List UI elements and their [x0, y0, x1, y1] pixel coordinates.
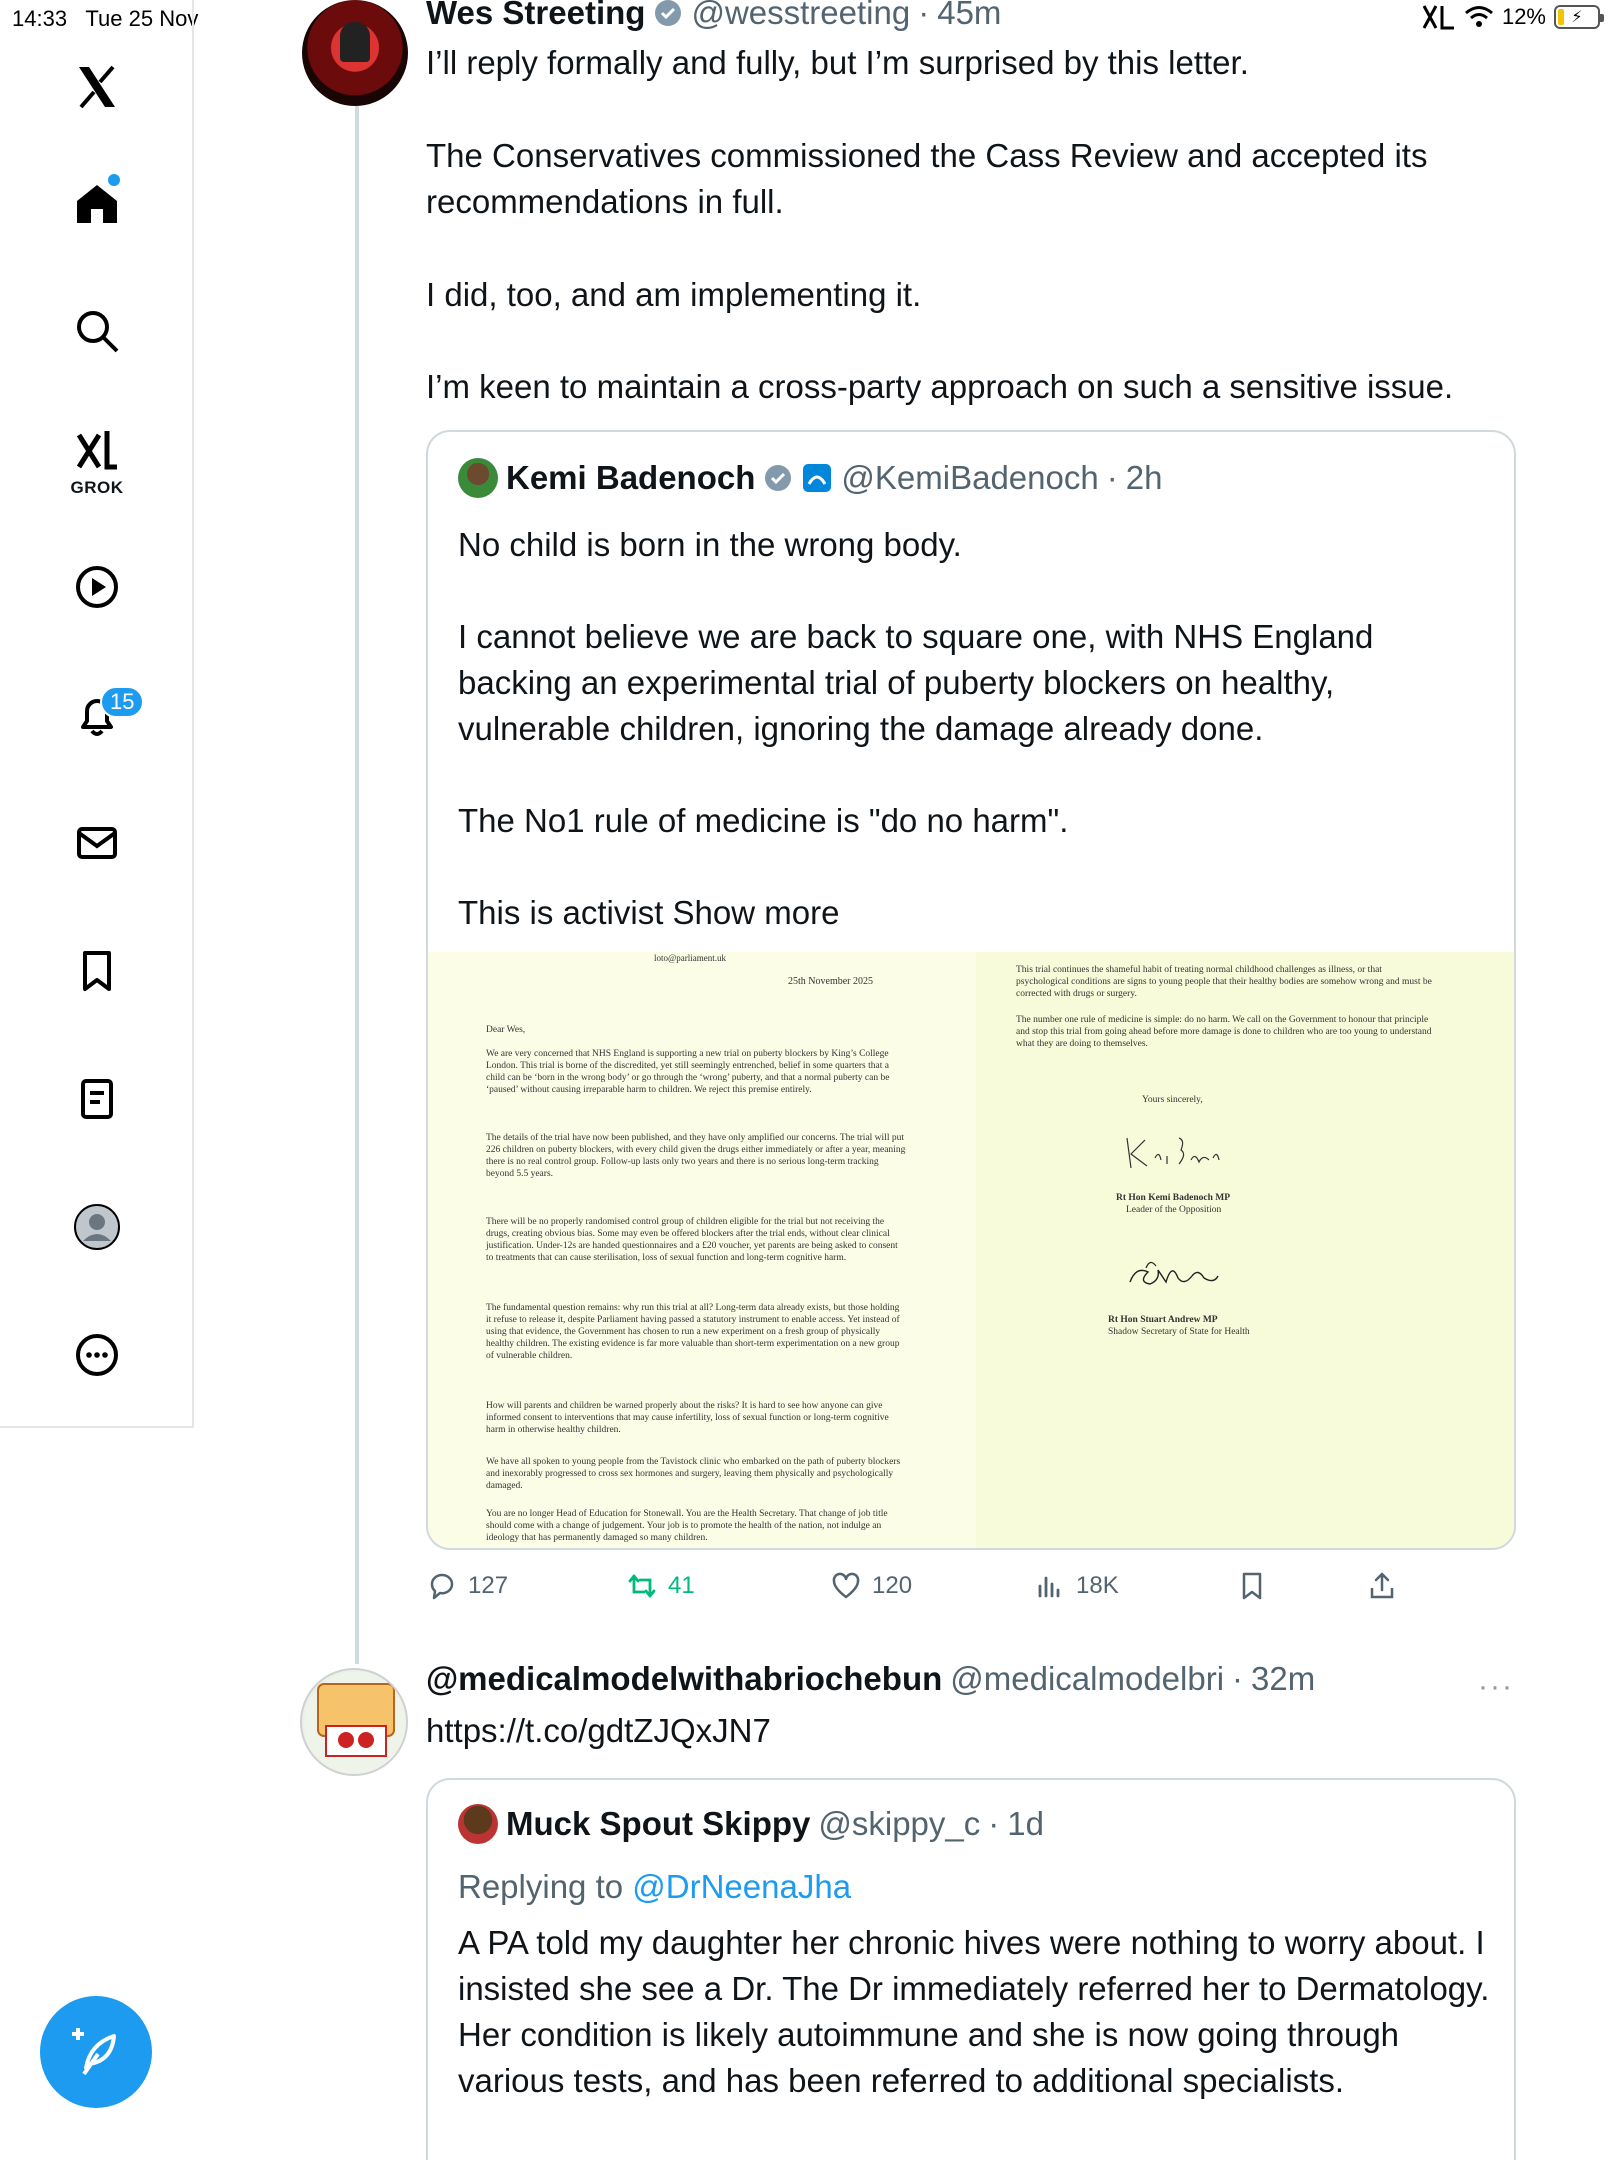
reply-button[interactable]	[426, 1570, 508, 1602]
reply-count: 127	[468, 1572, 509, 1599]
avatar[interactable]	[302, 0, 408, 106]
quote-avatar[interactable]	[458, 1804, 498, 1844]
bookmark-button[interactable]	[1236, 1570, 1268, 1602]
repost-count: 41	[668, 1572, 695, 1599]
compose-button[interactable]	[40, 1996, 152, 2108]
quote-paragraph: I cannot believe we are back to square one, with NHS England backing an experimental trial of puberty blockers on healthy, vulnerable children, ignoring the damage already done.	[458, 618, 1374, 747]
author-handle[interactable]: @wesstreeting	[691, 0, 911, 31]
like-count: 120	[872, 1572, 913, 1599]
wifi-icon	[1464, 5, 1494, 29]
sidebar	[0, 0, 194, 1428]
home-icon[interactable]	[62, 168, 132, 238]
more-options-icon[interactable]: ···	[1478, 1670, 1514, 1703]
status-indicators	[1422, 4, 1600, 30]
signatory-1-name: Rt Hon Kemi Badenoch MP	[1116, 1193, 1230, 1203]
replying-label: Replying to	[458, 1868, 624, 1905]
quote-avatar[interactable]	[458, 458, 498, 498]
share-button[interactable]	[1366, 1570, 1398, 1602]
tweet-header: @medicalmodelwithabriochebun @medicalmodelbri · 32m	[426, 1660, 1316, 1697]
reply-icon	[426, 1570, 458, 1602]
quote-author-handle[interactable]: @KemiBadenoch	[841, 459, 1099, 496]
letter-paragraph: We have all spoken to young people from the Tavistock clinic who embarked on the path of puberty blockers and inexorably progressed to cross sex hormones and surgery, leaving them physically and psychologically damaged.	[486, 1457, 901, 1491]
author-name[interactable]: Wes Streeting	[426, 0, 646, 31]
tweet-link[interactable]: https://t.co/gdtZJQxJN7	[426, 1712, 771, 1749]
quote-header: Kemi Badenoch @KemiBadenoch · 2h	[458, 458, 1162, 498]
tweet-paragraph: I’ll reply formally and fully, but I’m surprised by this letter.	[426, 44, 1249, 81]
council-logo-image	[302, 1670, 408, 1776]
battery-percent: 12%	[1501, 4, 1546, 29]
views-count: 18K	[1076, 1572, 1119, 1599]
video-icon[interactable]	[62, 552, 132, 622]
profile-icon[interactable]	[62, 1192, 132, 1262]
tweet-paragraph: I’m keen to maintain a cross-party approach on such a sensitive issue.	[426, 368, 1454, 405]
x-logo-icon[interactable]	[62, 52, 132, 122]
quote-header: Muck Spout Skippy @skippy_c · 1d	[458, 1804, 1044, 1844]
quote-author-name[interactable]: Kemi Badenoch	[506, 459, 756, 496]
repost-icon	[626, 1570, 658, 1602]
replying-to-link[interactable]: @DrNeenaJha	[632, 1868, 852, 1905]
quote-last-line	[458, 890, 1488, 936]
author-name[interactable]: @medicalmodelwithabriochebun	[426, 1660, 943, 1697]
replying-to	[458, 1864, 1488, 1910]
verified-icon	[763, 463, 793, 493]
status-date: Tue 25 Nov	[85, 6, 199, 31]
like-button[interactable]	[830, 1570, 912, 1602]
quote-time: 2h	[1125, 459, 1163, 496]
bookmark-icon	[1236, 1570, 1268, 1602]
affiliate-badge-icon	[801, 462, 833, 494]
show-more-link[interactable]: Show more	[672, 894, 840, 931]
views-button[interactable]	[1034, 1570, 1119, 1602]
tweet-paragraph: I did, too, and am implementing it.	[426, 276, 922, 313]
letter-paragraph: How will parents and children be warned properly about the risks? It is hard to see how anyone can give informed consent to interventions that may cause infertility, loss of sexual function or long-term cognitive harm in otherwise healthy children.	[486, 1401, 889, 1435]
quote-text	[458, 522, 1488, 936]
letter-paragraph: There will be no properly randomised control group of children eligible for the trial but not receiving the drugs, creating obvious bias. Some may even be offered blockers after the trial ends, without clear clinical justification. Under-12s are handed questionnaires and a £20 voucher, yet parents are being asked to consent to treatments that can cause sterilisation, loss of sexual function and long-term cognitive harm.	[486, 1217, 898, 1263]
letter-paragraph: This trial continues the shameful habit of treating normal childhood challenges as illness, or that psychological conditions are signs to young people that their healthy bodies are somehow wrong and must be corrected with drugs or surgery.	[1016, 965, 1432, 999]
avatar[interactable]	[300, 1668, 408, 1776]
signature-2-image	[1126, 1252, 1220, 1292]
bookmarks-icon[interactable]	[62, 936, 132, 1006]
messages-icon[interactable]	[62, 808, 132, 878]
repost-button[interactable]	[626, 1570, 695, 1602]
tweet-header: Wes Streeting @wesstreeting · 45m	[426, 0, 1001, 32]
quote-time: 1d	[1007, 1805, 1044, 1842]
signatory-2-title: Shadow Secretary of State for Health	[1108, 1327, 1250, 1337]
search-icon[interactable]	[62, 296, 132, 366]
letter-salutation: Dear Wes,	[486, 1025, 526, 1035]
heart-icon	[830, 1570, 862, 1602]
tweet-time[interactable]: 32m	[1251, 1660, 1316, 1697]
tweet-time[interactable]: 45m	[937, 0, 1002, 31]
letter-paragraph: The number one rule of medicine is simple: do no harm. We call on the Government to honour that principle and stop this trial from going ahead before more damage is done to children who are too young to understand what they are doing to themselves.	[1016, 1015, 1432, 1049]
compose-feather-icon	[68, 2024, 124, 2080]
letter-paragraph: The fundamental question remains: why run this trial at all? Long-term data already exists, but those holding it refuse to release it, despite Parliament having passed a statutory instrument to enable access. Yet instead of using that evidence, the Government has chosen to run a new experiment on a fresh group of physically healthy children. The existing evidence is far more valuable than short-term experimentation on a new group of vulnerable children.	[486, 1303, 900, 1361]
notifications-badge: 15	[100, 686, 144, 718]
xai-icon	[1422, 4, 1456, 30]
more-icon[interactable]	[62, 1320, 132, 1390]
quoted-tweet[interactable]	[426, 1778, 1516, 2160]
letter-date: 25th November 2025	[788, 976, 873, 987]
letter-closing: Yours sincerely,	[1142, 1095, 1203, 1105]
signatory-1-title: Leader of the Opposition	[1126, 1205, 1222, 1215]
signatory-2-name: Rt Hon Stuart Andrew MP	[1108, 1315, 1218, 1325]
tweet-actions	[426, 1570, 1426, 1610]
quote-author-name[interactable]: Muck Spout Skippy	[506, 1805, 811, 1842]
letter-paragraph: You are no longer Head of Education for Stonewall. You are the Health Secretary. That change of job title should come with a change of judgement. Your job is to promote the health of the nation, not indulge an ideology that has permanently damaged so many children.	[486, 1509, 888, 1543]
battery-icon: ⚡	[1554, 5, 1600, 29]
views-icon	[1034, 1570, 1066, 1602]
thread-connector	[355, 104, 359, 1664]
quote-paragraph: The No1 rule of medicine is "do no harm".	[458, 802, 1069, 839]
letter-page-left-image[interactable]	[428, 952, 976, 1550]
verified-icon	[653, 0, 683, 28]
quote-truncated-text: This is activist	[458, 894, 664, 931]
letter-page-right-image[interactable]	[976, 952, 1516, 1550]
home-unread-dot	[108, 174, 120, 186]
quoted-tweet[interactable]	[426, 430, 1516, 1550]
author-handle[interactable]: @medicalmodelbri	[950, 1660, 1225, 1697]
lists-icon[interactable]	[62, 1064, 132, 1134]
quote-text: A PA told my daughter her chronic hives were nothing to worry about. I insisted she see a Dr. The Dr immediately referred her to Dermatology. Her condition is likely autoimmune and she is now going through various tests, and has been referred to additional specialists.	[458, 1924, 1490, 2099]
letter-email: loto@parliament.uk	[654, 953, 727, 963]
status-time: 14:33	[12, 6, 68, 31]
grok-icon[interactable]	[62, 416, 132, 486]
grok-label: GROK	[70, 478, 124, 497]
signature-1-image	[1121, 1130, 1221, 1174]
letter-paragraph: The details of the trial have now been published, and they have only amplified our concerns. The trial will put 226 children on puberty blockers, with every child given the drugs either immediately or after a year, meaning there is no real control group. Follow-up lasts only two years and there is no serious long-term tracking beyond 5.5 years.	[486, 1133, 906, 1179]
quote-paragraph: No child is born in the wrong body.	[458, 526, 962, 563]
tweet-paragraph: The Conservatives commissioned the Cass Review and accepted its recommendations in full.	[426, 137, 1428, 220]
share-icon	[1366, 1570, 1398, 1602]
letter-paragraph: We are very concerned that NHS England is supporting a new trial on puberty blockers by King’s College London. This trial is borne of the discredited, yet still seemingly entrenched, belief in some quarters that a child can be ‘born in the wrong body’ or go through the ‘wrong’ puberty, and that a normal puberty can be ‘paused’ without causing irreparable harm to children. We reject this premise entirely.	[486, 1049, 890, 1095]
quote-author-handle[interactable]: @skippy_c	[818, 1805, 981, 1842]
